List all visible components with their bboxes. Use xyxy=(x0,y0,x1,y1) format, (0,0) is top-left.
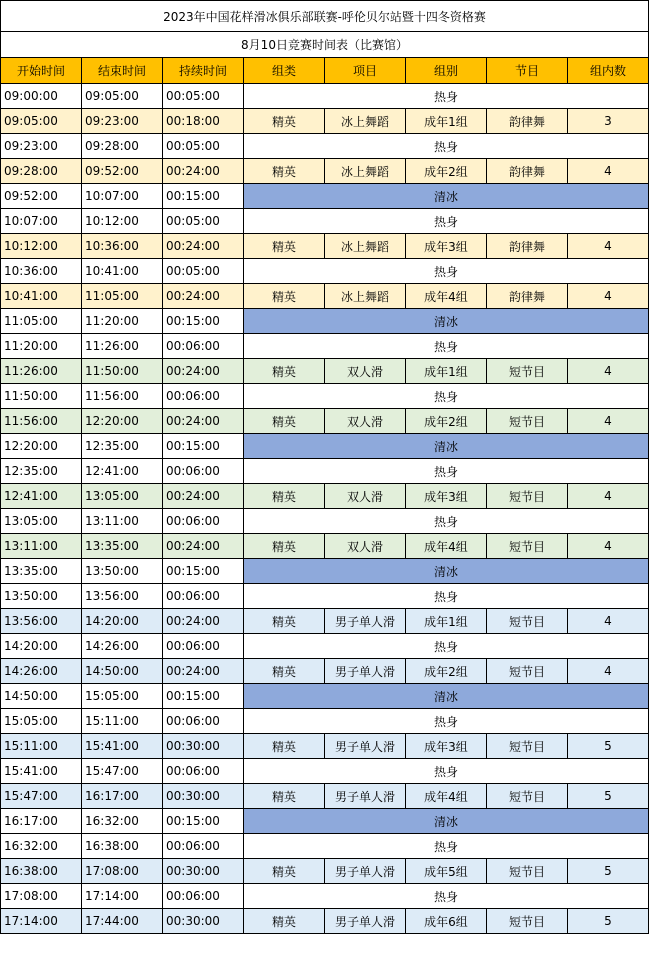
end-time-cell: 16:32:00 xyxy=(82,809,163,834)
duration-cell: 00:30:00 xyxy=(163,784,244,809)
end-time-cell: 11:26:00 xyxy=(82,334,163,359)
count-cell: 5 xyxy=(568,859,649,884)
program-cell: 短节目 xyxy=(487,734,568,759)
start-time-cell: 09:05:00 xyxy=(1,109,82,134)
table-row xyxy=(1,434,649,459)
event-cell: 冰上舞蹈 xyxy=(325,234,406,259)
event-cell: 男子单人滑 xyxy=(325,909,406,934)
end-time-cell: 14:50:00 xyxy=(82,659,163,684)
start-time-cell: 14:26:00 xyxy=(1,659,82,684)
program-cell: 短节目 xyxy=(487,609,568,634)
start-time-cell: 14:20:00 xyxy=(1,634,82,659)
start-time-cell: 15:47:00 xyxy=(1,784,82,809)
duration-cell: 00:06:00 xyxy=(163,709,244,734)
end-time-cell: 13:11:00 xyxy=(82,509,163,534)
duration-cell: 00:24:00 xyxy=(163,534,244,559)
duration-cell: 00:06:00 xyxy=(163,384,244,409)
count-cell: 4 xyxy=(568,284,649,309)
start-time-cell: 12:35:00 xyxy=(1,459,82,484)
event-cell: 冰上舞蹈 xyxy=(325,159,406,184)
duration-cell: 00:24:00 xyxy=(163,359,244,384)
ice-cleaning-cell: 清冰 xyxy=(244,309,649,334)
end-time-cell: 15:11:00 xyxy=(82,709,163,734)
event-cell: 男子单人滑 xyxy=(325,659,406,684)
duration-cell: 00:15:00 xyxy=(163,559,244,584)
start-time-cell: 13:35:00 xyxy=(1,559,82,584)
table-row xyxy=(1,234,649,259)
warmup-cell: 热身 xyxy=(244,134,649,159)
group-cell: 成年6组 xyxy=(406,909,487,934)
end-time-cell: 17:44:00 xyxy=(82,909,163,934)
table-row xyxy=(1,284,649,309)
table-row xyxy=(1,759,649,784)
table-row xyxy=(1,359,649,384)
header-row xyxy=(1,58,649,84)
program-cell: 短节目 xyxy=(487,859,568,884)
end-time-cell: 11:50:00 xyxy=(82,359,163,384)
table-row xyxy=(1,184,649,209)
duration-cell: 00:06:00 xyxy=(163,334,244,359)
program-cell: 短节目 xyxy=(487,909,568,934)
warmup-cell: 热身 xyxy=(244,459,649,484)
duration-cell: 00:15:00 xyxy=(163,809,244,834)
header-event: 项目 xyxy=(325,58,406,84)
program-cell: 韵律舞 xyxy=(487,284,568,309)
end-time-cell: 13:50:00 xyxy=(82,559,163,584)
end-time-cell: 10:36:00 xyxy=(82,234,163,259)
table-row xyxy=(1,909,649,934)
count-cell: 4 xyxy=(568,609,649,634)
warmup-cell: 热身 xyxy=(244,209,649,234)
event-cell: 冰上舞蹈 xyxy=(325,109,406,134)
event-cell: 男子单人滑 xyxy=(325,859,406,884)
end-time-cell: 16:17:00 xyxy=(82,784,163,809)
table-row xyxy=(1,484,649,509)
table-row xyxy=(1,159,649,184)
category-cell: 精英 xyxy=(244,409,325,434)
category-cell: 精英 xyxy=(244,109,325,134)
category-cell: 精英 xyxy=(244,784,325,809)
warmup-cell: 热身 xyxy=(244,584,649,609)
category-cell: 精英 xyxy=(244,484,325,509)
duration-cell: 00:15:00 xyxy=(163,434,244,459)
duration-cell: 00:24:00 xyxy=(163,659,244,684)
category-cell: 精英 xyxy=(244,359,325,384)
start-time-cell: 16:32:00 xyxy=(1,834,82,859)
start-time-cell: 13:11:00 xyxy=(1,534,82,559)
end-time-cell: 10:07:00 xyxy=(82,184,163,209)
table-row xyxy=(1,784,649,809)
warmup-cell: 热身 xyxy=(244,259,649,284)
count-cell: 5 xyxy=(568,784,649,809)
group-cell: 成年4组 xyxy=(406,784,487,809)
end-time-cell: 14:26:00 xyxy=(82,634,163,659)
start-time-cell: 15:05:00 xyxy=(1,709,82,734)
duration-cell: 00:18:00 xyxy=(163,109,244,134)
group-cell: 成年1组 xyxy=(406,609,487,634)
count-cell: 5 xyxy=(568,909,649,934)
ice-cleaning-cell: 清冰 xyxy=(244,809,649,834)
end-time-cell: 13:35:00 xyxy=(82,534,163,559)
duration-cell: 00:05:00 xyxy=(163,134,244,159)
end-time-cell: 15:47:00 xyxy=(82,759,163,784)
table-row xyxy=(1,534,649,559)
start-time-cell: 12:41:00 xyxy=(1,484,82,509)
group-cell: 成年2组 xyxy=(406,159,487,184)
start-time-cell: 10:07:00 xyxy=(1,209,82,234)
group-cell: 成年5组 xyxy=(406,859,487,884)
header-program: 节目 xyxy=(487,58,568,84)
header-duration: 持续时间 xyxy=(163,58,244,84)
program-cell: 短节目 xyxy=(487,484,568,509)
start-time-cell: 13:56:00 xyxy=(1,609,82,634)
start-time-cell: 11:05:00 xyxy=(1,309,82,334)
duration-cell: 00:15:00 xyxy=(163,309,244,334)
program-cell: 短节目 xyxy=(487,659,568,684)
end-time-cell: 12:35:00 xyxy=(82,434,163,459)
header-group: 组别 xyxy=(406,58,487,84)
duration-cell: 00:15:00 xyxy=(163,184,244,209)
group-cell: 成年4组 xyxy=(406,534,487,559)
end-time-cell: 11:20:00 xyxy=(82,309,163,334)
warmup-cell: 热身 xyxy=(244,884,649,909)
table-row xyxy=(1,734,649,759)
end-time-cell: 14:20:00 xyxy=(82,609,163,634)
end-time-cell: 10:41:00 xyxy=(82,259,163,284)
duration-cell: 00:24:00 xyxy=(163,234,244,259)
category-cell: 精英 xyxy=(244,284,325,309)
group-cell: 成年3组 xyxy=(406,734,487,759)
warmup-cell: 热身 xyxy=(244,384,649,409)
warmup-cell: 热身 xyxy=(244,709,649,734)
start-time-cell: 15:11:00 xyxy=(1,734,82,759)
duration-cell: 00:06:00 xyxy=(163,459,244,484)
end-time-cell: 15:41:00 xyxy=(82,734,163,759)
start-time-cell: 17:14:00 xyxy=(1,909,82,934)
category-cell: 精英 xyxy=(244,534,325,559)
table-row xyxy=(1,659,649,684)
header-category: 组类 xyxy=(244,58,325,84)
program-cell: 韵律舞 xyxy=(487,109,568,134)
warmup-cell: 热身 xyxy=(244,509,649,534)
end-time-cell: 09:23:00 xyxy=(82,109,163,134)
end-time-cell: 13:05:00 xyxy=(82,484,163,509)
end-time-cell: 17:08:00 xyxy=(82,859,163,884)
category-cell: 精英 xyxy=(244,159,325,184)
start-time-cell: 11:26:00 xyxy=(1,359,82,384)
start-time-cell: 10:41:00 xyxy=(1,284,82,309)
event-cell: 冰上舞蹈 xyxy=(325,284,406,309)
duration-cell: 00:15:00 xyxy=(163,684,244,709)
table-row xyxy=(1,84,649,109)
duration-cell: 00:05:00 xyxy=(163,259,244,284)
event-cell: 双人滑 xyxy=(325,359,406,384)
program-cell: 韵律舞 xyxy=(487,159,568,184)
table-row xyxy=(1,634,649,659)
ice-cleaning-cell: 清冰 xyxy=(244,184,649,209)
start-time-cell: 10:36:00 xyxy=(1,259,82,284)
program-cell: 短节目 xyxy=(487,784,568,809)
group-cell: 成年1组 xyxy=(406,109,487,134)
start-time-cell: 13:50:00 xyxy=(1,584,82,609)
start-time-cell: 15:41:00 xyxy=(1,759,82,784)
start-time-cell: 16:17:00 xyxy=(1,809,82,834)
table-row xyxy=(1,609,649,634)
duration-cell: 00:06:00 xyxy=(163,884,244,909)
end-time-cell: 09:28:00 xyxy=(82,134,163,159)
category-cell: 精英 xyxy=(244,734,325,759)
header-start-time: 开始时间 xyxy=(1,58,82,84)
table-row xyxy=(1,709,649,734)
start-time-cell: 13:05:00 xyxy=(1,509,82,534)
table-row xyxy=(1,509,649,534)
start-time-cell: 09:28:00 xyxy=(1,159,82,184)
event-cell: 男子单人滑 xyxy=(325,784,406,809)
count-cell: 4 xyxy=(568,359,649,384)
duration-cell: 00:30:00 xyxy=(163,734,244,759)
warmup-cell: 热身 xyxy=(244,334,649,359)
event-cell: 双人滑 xyxy=(325,534,406,559)
event-cell: 双人滑 xyxy=(325,484,406,509)
start-time-cell: 09:23:00 xyxy=(1,134,82,159)
count-cell: 5 xyxy=(568,734,649,759)
group-cell: 成年2组 xyxy=(406,659,487,684)
start-time-cell: 11:50:00 xyxy=(1,384,82,409)
category-cell: 精英 xyxy=(244,859,325,884)
duration-cell: 00:06:00 xyxy=(163,509,244,534)
duration-cell: 00:30:00 xyxy=(163,909,244,934)
table-row xyxy=(1,134,649,159)
start-time-cell: 09:52:00 xyxy=(1,184,82,209)
duration-cell: 00:06:00 xyxy=(163,834,244,859)
group-cell: 成年3组 xyxy=(406,234,487,259)
end-time-cell: 12:41:00 xyxy=(82,459,163,484)
end-time-cell: 15:05:00 xyxy=(82,684,163,709)
end-time-cell: 12:20:00 xyxy=(82,409,163,434)
duration-cell: 00:24:00 xyxy=(163,159,244,184)
count-cell: 4 xyxy=(568,484,649,509)
event-cell: 双人滑 xyxy=(325,409,406,434)
table-row xyxy=(1,859,649,884)
duration-cell: 00:24:00 xyxy=(163,609,244,634)
count-cell: 4 xyxy=(568,534,649,559)
duration-cell: 00:06:00 xyxy=(163,584,244,609)
category-cell: 精英 xyxy=(244,909,325,934)
program-cell: 短节目 xyxy=(487,409,568,434)
end-time-cell: 11:56:00 xyxy=(82,384,163,409)
start-time-cell: 16:38:00 xyxy=(1,859,82,884)
end-time-cell: 16:38:00 xyxy=(82,834,163,859)
table-row xyxy=(1,334,649,359)
table-row xyxy=(1,809,649,834)
table-row xyxy=(1,409,649,434)
duration-cell: 00:24:00 xyxy=(163,409,244,434)
start-time-cell: 17:08:00 xyxy=(1,884,82,909)
duration-cell: 00:05:00 xyxy=(163,84,244,109)
warmup-cell: 热身 xyxy=(244,634,649,659)
table-row xyxy=(1,384,649,409)
count-cell: 4 xyxy=(568,409,649,434)
start-time-cell: 10:12:00 xyxy=(1,234,82,259)
end-time-cell: 09:05:00 xyxy=(82,84,163,109)
count-cell: 4 xyxy=(568,234,649,259)
table-row xyxy=(1,109,649,134)
header-end-time: 结束时间 xyxy=(82,58,163,84)
category-cell: 精英 xyxy=(244,659,325,684)
ice-cleaning-cell: 清冰 xyxy=(244,684,649,709)
category-cell: 精英 xyxy=(244,609,325,634)
start-time-cell: 11:56:00 xyxy=(1,409,82,434)
duration-cell: 00:06:00 xyxy=(163,759,244,784)
event-cell: 男子单人滑 xyxy=(325,609,406,634)
header-count: 组内数 xyxy=(568,58,649,84)
event-cell: 男子单人滑 xyxy=(325,734,406,759)
start-time-cell: 11:20:00 xyxy=(1,334,82,359)
end-time-cell: 13:56:00 xyxy=(82,584,163,609)
warmup-cell: 热身 xyxy=(244,759,649,784)
table-row xyxy=(1,584,649,609)
warmup-cell: 热身 xyxy=(244,84,649,109)
table-row xyxy=(1,309,649,334)
program-cell: 短节目 xyxy=(487,534,568,559)
table-subtitle: 8月10日竞赛时间表（比赛馆） xyxy=(1,32,649,58)
start-time-cell: 14:50:00 xyxy=(1,684,82,709)
category-cell: 精英 xyxy=(244,234,325,259)
start-time-cell: 09:00:00 xyxy=(1,84,82,109)
end-time-cell: 17:14:00 xyxy=(82,884,163,909)
duration-cell: 00:30:00 xyxy=(163,859,244,884)
duration-cell: 00:05:00 xyxy=(163,209,244,234)
end-time-cell: 11:05:00 xyxy=(82,284,163,309)
table-row xyxy=(1,259,649,284)
program-cell: 韵律舞 xyxy=(487,234,568,259)
duration-cell: 00:06:00 xyxy=(163,634,244,659)
group-cell: 成年4组 xyxy=(406,284,487,309)
table-row xyxy=(1,459,649,484)
table-row xyxy=(1,834,649,859)
table-row xyxy=(1,884,649,909)
warmup-cell: 热身 xyxy=(244,834,649,859)
ice-cleaning-cell: 清冰 xyxy=(244,559,649,584)
end-time-cell: 09:52:00 xyxy=(82,159,163,184)
program-cell: 短节目 xyxy=(487,359,568,384)
table-row xyxy=(1,684,649,709)
table-title: 2023年中国花样滑冰俱乐部联赛-呼伦贝尔站暨十四冬资格赛 xyxy=(1,1,649,32)
end-time-cell: 10:12:00 xyxy=(82,209,163,234)
start-time-cell: 12:20:00 xyxy=(1,434,82,459)
count-cell: 4 xyxy=(568,159,649,184)
duration-cell: 00:24:00 xyxy=(163,284,244,309)
group-cell: 成年1组 xyxy=(406,359,487,384)
ice-cleaning-cell: 清冰 xyxy=(244,434,649,459)
table-row xyxy=(1,559,649,584)
group-cell: 成年3组 xyxy=(406,484,487,509)
table-row xyxy=(1,209,649,234)
duration-cell: 00:24:00 xyxy=(163,484,244,509)
group-cell: 成年2组 xyxy=(406,409,487,434)
count-cell: 3 xyxy=(568,109,649,134)
count-cell: 4 xyxy=(568,659,649,684)
